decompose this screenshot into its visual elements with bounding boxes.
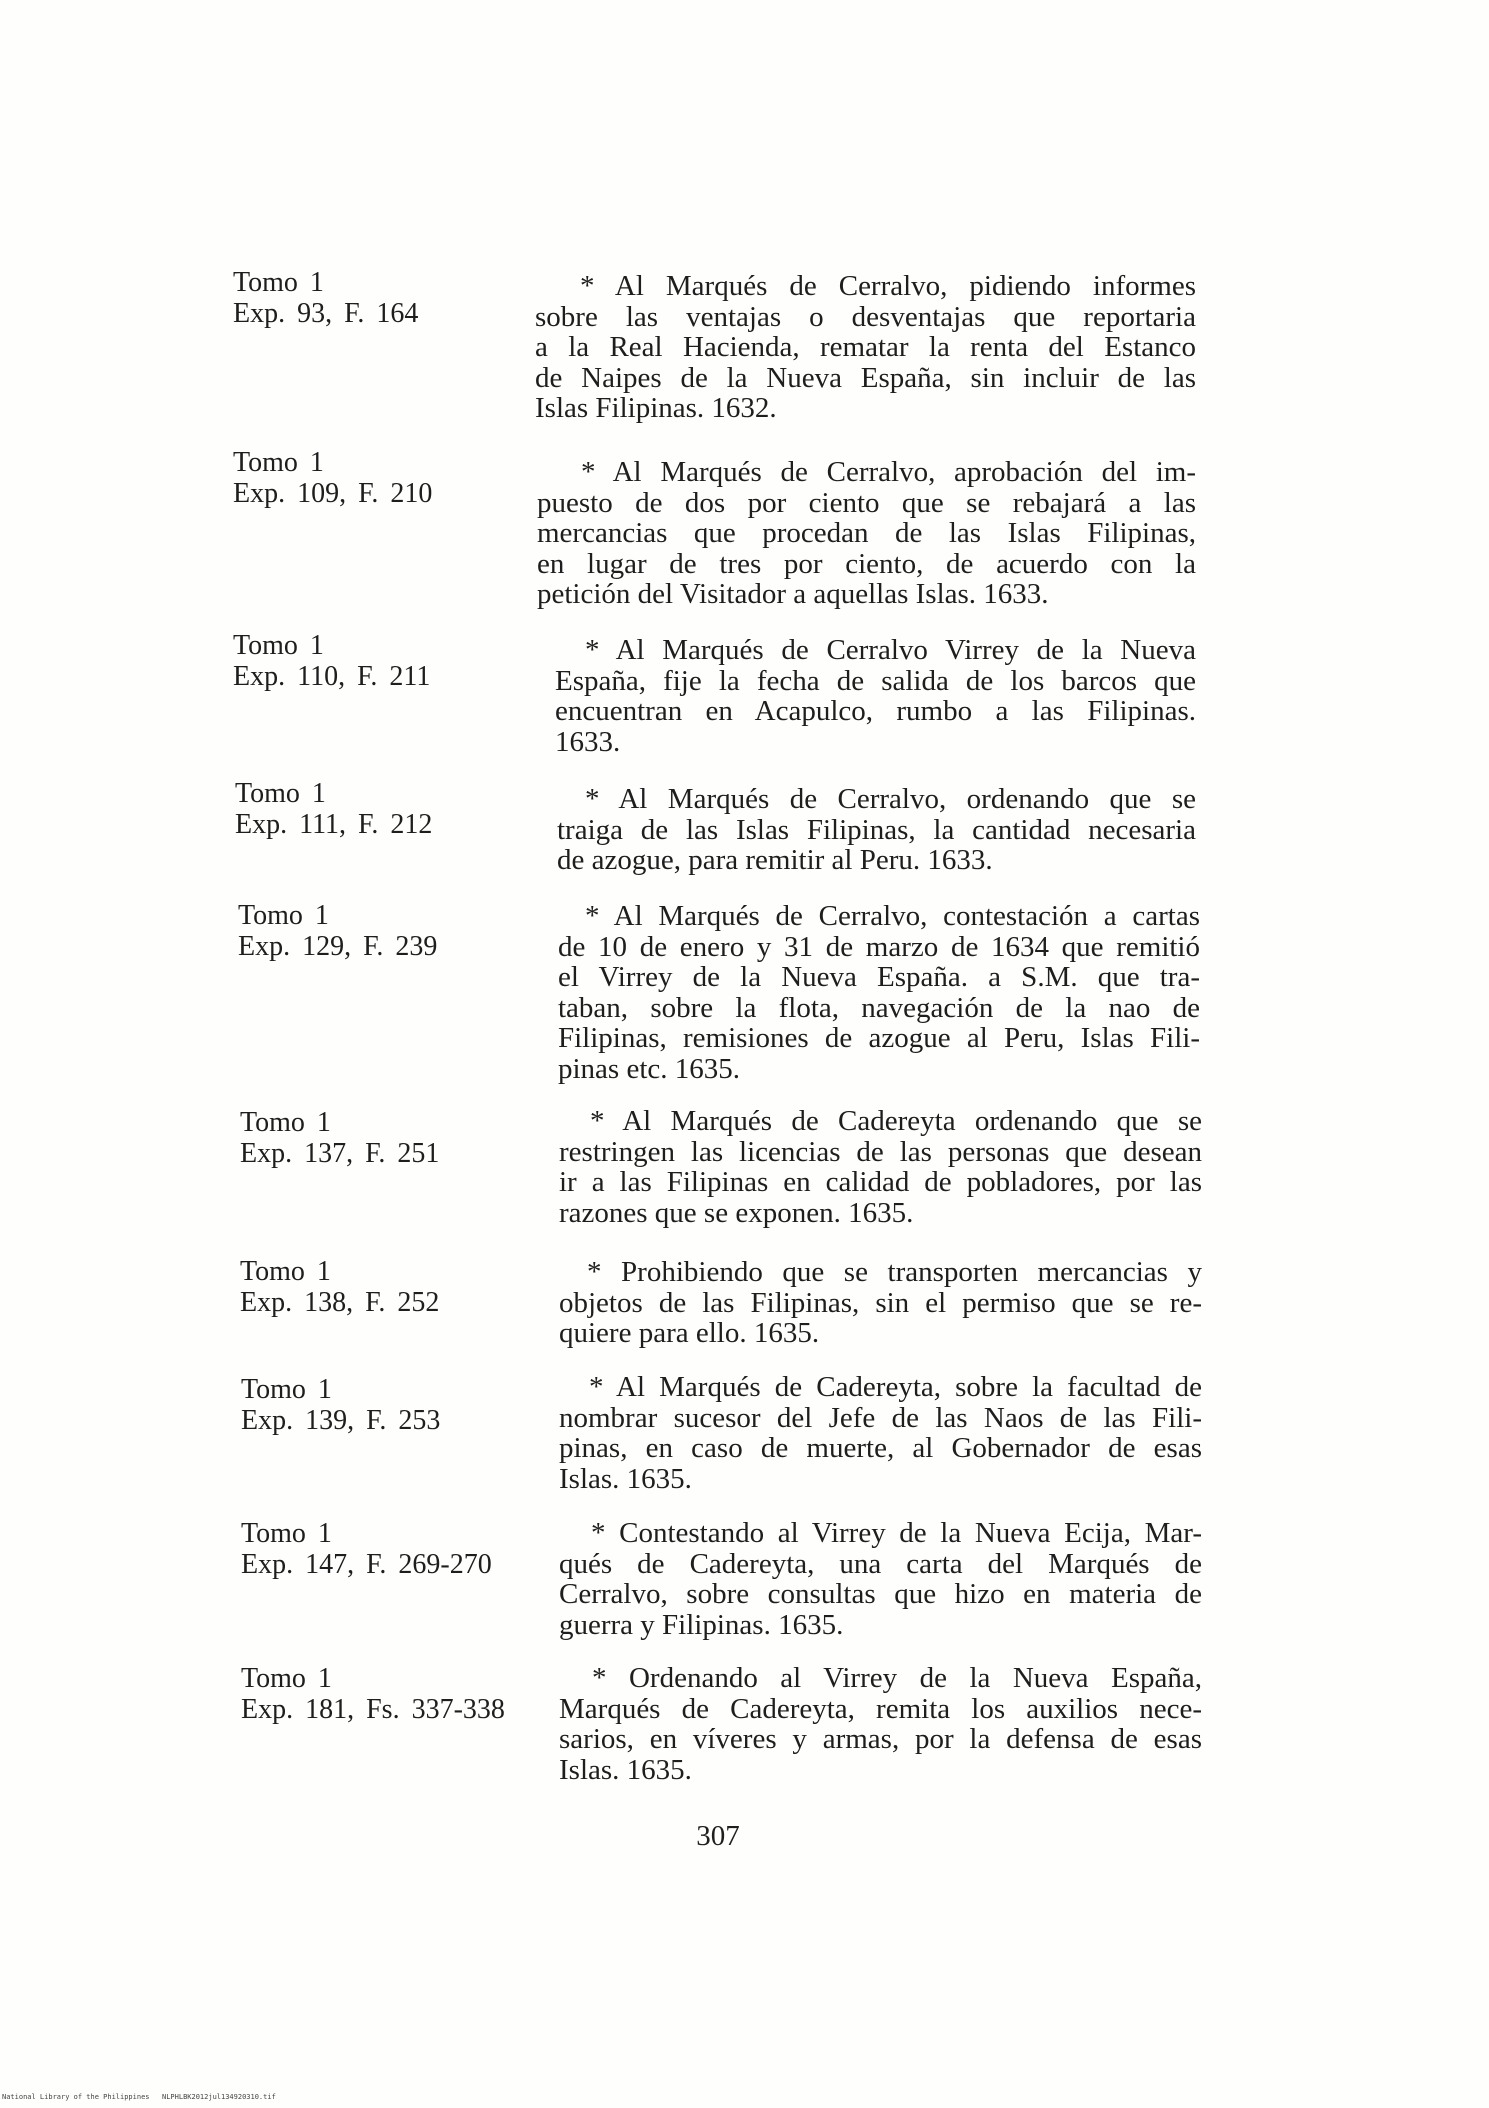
entry-description [559,1372,1202,1494]
tomo-label: Tomo 1 [241,1518,332,1549]
expediente-ref: Exp. 109, F. 210 [233,477,433,509]
tomo-label: Tomo 1 [241,1663,332,1694]
description-line: * Prohibiendo que se transporten mercancias y [587,1256,1202,1288]
description-line: traiga de las Islas Filipinas, la cantidad necesaria [557,813,1196,846]
expediente-ref: Exp. 110, F. 211 [233,660,431,692]
tomo-label: Tomo 1 [233,447,324,478]
tomo-label: Tomo 1 [235,778,326,809]
archive-reference [240,1108,439,1169]
description-line: * Al Marqués de Cerralvo, aprobación del im- [581,456,1196,488]
description-line: ir a las Filipinas en calidad de pobladores, por las [559,1166,1202,1198]
description-line: España, fije la fecha de salida de los barcos que [555,664,1196,697]
tomo-label: Tomo 1 [238,900,329,931]
description-line: * Al Marqués de Cadereyta, sobre la facultad de [589,1371,1202,1403]
description-line: puesto de dos por ciento que se rebajará a las [537,486,1196,519]
description-line: qués de Cadereyta, una carta del Marqués de [559,1547,1202,1580]
description-line: taban, sobre la flota, navegación de la nao de [558,991,1200,1024]
description-line: * Ordenando al Virrey de la Nueva España, [592,1662,1202,1694]
description-line: Islas. 1635. [559,1753,692,1786]
archive-reference [241,1375,440,1436]
description-line: Filipinas, remisiones de azogue al Peru, Islas Fili- [558,1022,1200,1054]
entry-description [559,1663,1202,1785]
expediente-ref: Exp. 93, F. 164 [233,297,419,329]
description-line: Cerralvo, sobre consultas que hizo en materia de [559,1578,1202,1610]
footer-filename: NLPHLBK2012jul134920310.tif [162,2093,276,2101]
expediente-ref: Exp. 139, F. 253 [241,1404,441,1436]
expediente-ref: Exp. 129, F. 239 [238,930,438,962]
entry-description [537,457,1196,610]
expediente-ref: Exp. 138, F. 252 [240,1286,440,1318]
archive-reference [233,268,418,329]
description-line: a la Real Hacienda, rematar la renta del Estanco [535,331,1196,363]
description-line: 1633. [555,725,621,758]
page-number: 307 [696,1820,740,1852]
description-line: mercancias que procedan de las Islas Filipinas, [537,517,1196,549]
archive-reference [241,1519,492,1580]
entry-description [555,635,1196,757]
description-line: de 10 de enero y 31 de marzo de 1634 que remitió [558,930,1200,963]
entry-description [535,271,1196,424]
description-line: objetos de las Filipinas, sin el permiso que se re- [559,1286,1202,1319]
tomo-label: Tomo 1 [240,1107,331,1138]
description-line: * Al Marqués de Cerralvo, contestación a cartas [585,900,1200,932]
tomo-label: Tomo 1 [233,630,324,661]
description-line: nombrar sucesor del Jefe de las Naos de las Fili- [559,1401,1202,1434]
description-line: pinas, en caso de muerte, al Gobernador de esas [559,1432,1202,1464]
expediente-ref: Exp. 147, F. 269-270 [241,1548,492,1580]
description-line: el Virrey de la Nueva España. a S.M. que tra- [558,961,1200,993]
description-line: petición del Visitador a aquellas Islas. 1633. [537,578,1049,610]
description-line: guerra y Filipinas. 1635. [559,1608,844,1641]
description-line: * Al Marqués de Cerralvo, ordenando que se [585,783,1196,815]
expediente-ref: Exp. 181, Fs. 337-338 [241,1693,505,1725]
archive-reference [235,779,432,840]
expediente-ref: Exp. 111, F. 212 [235,808,433,840]
archive-reference [233,448,432,509]
footer-library-credit: National Library of the Philippines [2,2093,150,2101]
tomo-label: Tomo 1 [241,1374,332,1405]
entry-description [558,901,1200,1084]
description-line: Marqués de Cadereyta, remita los auxilios nece- [559,1692,1202,1725]
description-line: Islas Filipinas. 1632. [535,392,777,424]
entry-description [559,1257,1202,1349]
archive-reference [240,1257,439,1318]
description-line: pinas etc. 1635. [558,1052,741,1085]
description-line: razones que se exponen. 1635. [559,1196,914,1229]
entry-description [559,1518,1202,1640]
entry-description [557,784,1196,876]
description-line: sobre las ventajas o desventajas que reportaria [535,300,1196,333]
description-line: encuentran en Acapulco, rumbo a las Filipinas. [555,695,1196,727]
archive-reference [238,901,437,962]
description-line: sarios, en víveres y armas, por la defensa de esas [559,1723,1202,1755]
description-line: en lugar de tres por ciento, de acuerdo con la [537,547,1196,580]
archive-reference [233,631,430,692]
tomo-label: Tomo 1 [240,1256,331,1287]
description-line: restringen las licencias de las personas que desean [559,1135,1202,1168]
description-line: * Al Marqués de Cerralvo, pidiendo informes [580,270,1196,302]
entry-description [559,1106,1202,1228]
description-line: de azogue, para remitir al Peru. 1633. [557,844,993,876]
archive-reference [241,1664,505,1725]
description-line: * Al Marqués de Cerralvo Virrey de la Nueva [585,634,1196,666]
expediente-ref: Exp. 137, F. 251 [240,1137,440,1169]
description-line: * Al Marqués de Cadereyta ordenando que se [590,1105,1202,1137]
description-line: Islas. 1635. [559,1462,692,1495]
description-line: quiere para ello. 1635. [559,1317,820,1349]
description-line: de Naipes de la Nueva España, sin incluir de las [535,361,1196,394]
tomo-label: Tomo 1 [233,267,324,298]
description-line: * Contestando al Virrey de la Nueva Ecija, Mar- [591,1517,1202,1549]
